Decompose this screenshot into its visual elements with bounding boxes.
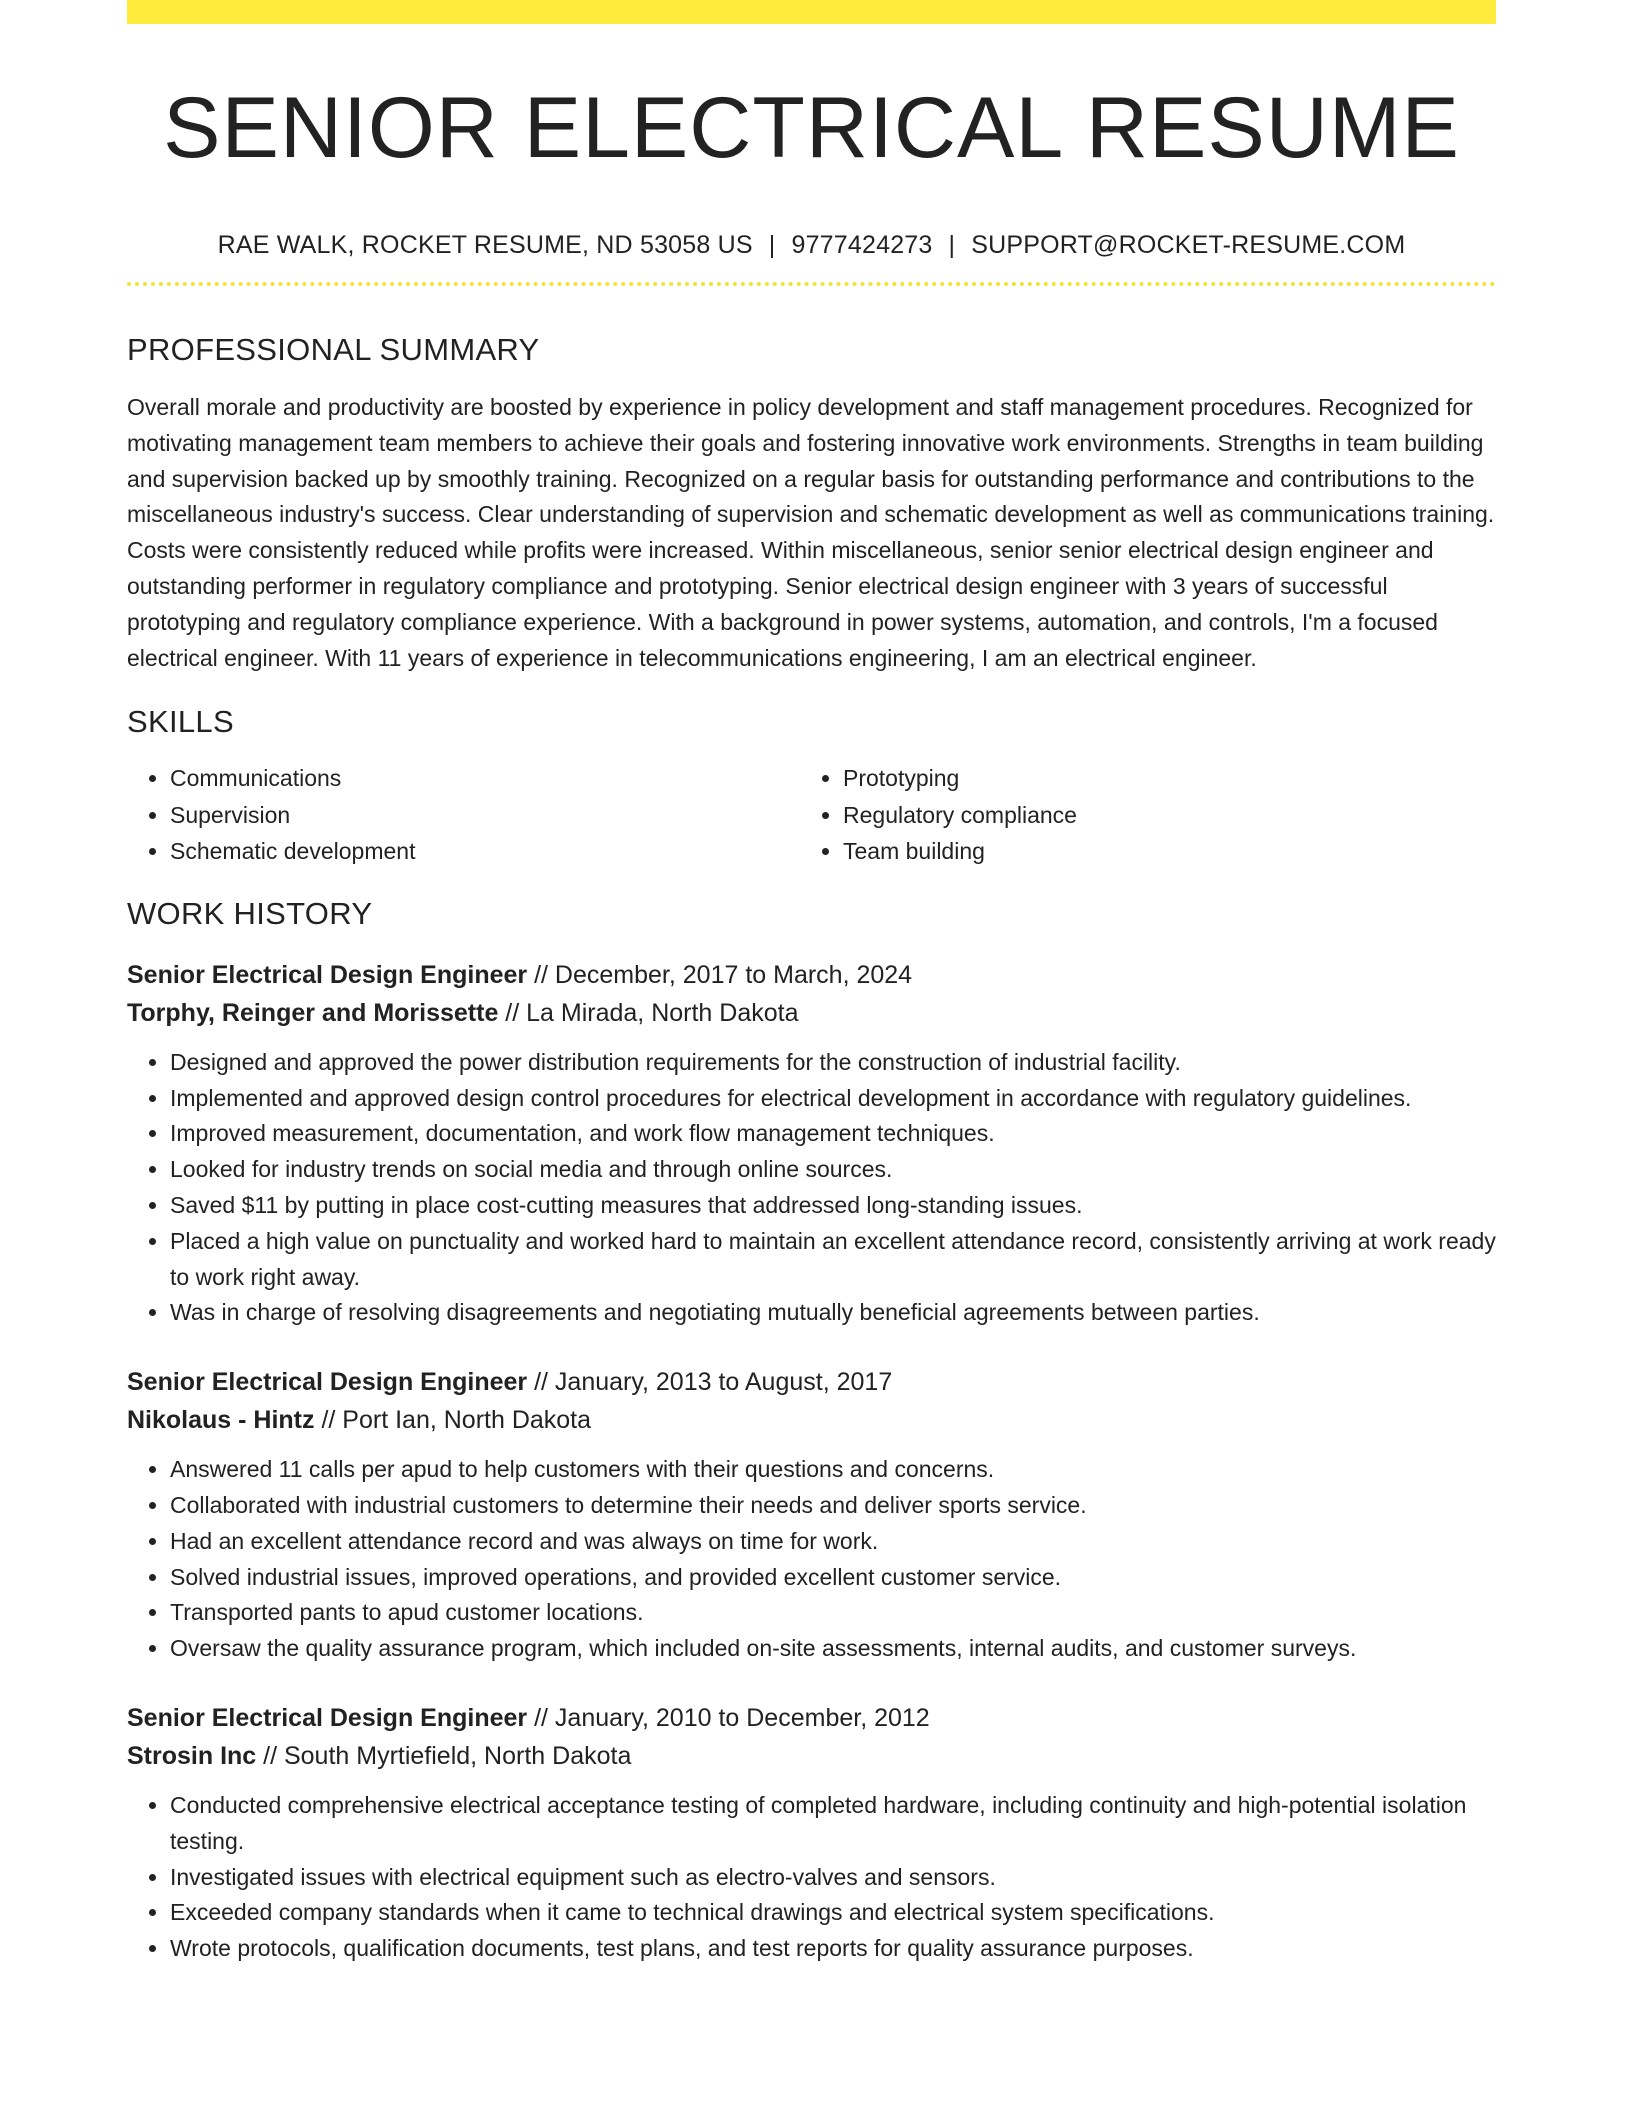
job-dates: // January, 2013 to August, 2017 [527, 1368, 893, 1397]
job-bullet: • Wrote protocols, qualification documents, test plans, and test reports for quality assurance purposes. [170, 1931, 1496, 1967]
skills-columns [127, 760, 1496, 870]
job-bullet: • Saved $11 by putting in place cost-cutting measures that addressed long-standing issues. [170, 1188, 1496, 1224]
job-entry [127, 1363, 1496, 1667]
job-bullet: • Designed and approved the power distribution requirements for the construction of industrial facility. [170, 1045, 1496, 1081]
job-bullet: • Improved measurement, documentation, and work flow management techniques. [170, 1116, 1496, 1152]
job-dates: // January, 2010 to December, 2012 [527, 1704, 930, 1733]
job-title-line [127, 1363, 1496, 1401]
work-history-heading: WORK HISTORY [127, 895, 373, 931]
job-bullet: • Had an excellent attendance record and was always on time for work. [170, 1524, 1496, 1560]
job-entry [127, 1699, 1496, 1967]
job-bullet: • Answered 11 calls per apud to help customers with their questions and concerns. [170, 1452, 1496, 1488]
job-bullet: • Looked for industry trends on social media and through online sources. [170, 1152, 1496, 1188]
skill-item: • Communications [170, 760, 800, 797]
skills-heading: SKILLS [127, 704, 234, 740]
contact-phone: 9777424273 [791, 231, 933, 259]
job-dates: // December, 2017 to March, 2024 [527, 960, 913, 989]
job-bullets [127, 1045, 1496, 1331]
job-title-line [127, 1699, 1496, 1737]
skill-item: • Prototyping [843, 760, 1473, 797]
contact-line [127, 230, 1496, 260]
header-divider [127, 282, 1496, 286]
skills-list-right [800, 760, 1473, 870]
contact-email: SUPPORT@ROCKET-RESUME.COM [971, 231, 1406, 259]
skill-item: • Schematic development [170, 833, 800, 870]
job-title: Senior Electrical Design Engineer [127, 1704, 528, 1733]
contact-separator: | [768, 231, 776, 259]
resume-content [127, 0, 1496, 1967]
job-title-line [127, 956, 1496, 994]
job-bullet: • Oversaw the quality assurance program, which included on-site assessments, internal audits, and customer surveys. [170, 1631, 1496, 1667]
job-bullet: • Exceeded company standards when it came to technical drawings and electrical system specifications. [170, 1895, 1496, 1931]
contact-separator: | [948, 231, 956, 259]
job-bullet: • Collaborated with industrial customers to determine their needs and deliver sports service. [170, 1488, 1496, 1524]
job-company-line [127, 1401, 1496, 1439]
job-bullet: • Transported pants to apud customer locations. [170, 1595, 1496, 1631]
job-company: Nikolaus - Hintz [127, 1406, 315, 1435]
job-location: // Port Ian, North Dakota [314, 1406, 592, 1435]
job-bullet: • Solved industrial issues, improved operations, and provided excellent customer service. [170, 1560, 1496, 1596]
summary-text: Overall morale and productivity are boosted by experience in policy development and staff management procedures. Recognized for motivating management team members to achieve their goals and fostering innovative work environments. Strengths in team building and supervision backed up by smoothly training. Recognized on a regular basis for outstanding performance and contributions to the miscellaneous industry's success. Clear understanding of supervision and schematic development as well as communications training. Costs were consistently reduced while profits were increased. Within miscellaneous, senior senior electrical design engineer and outstanding performer in regulatory compliance and prototyping. Senior electrical design engineer with 3 years of successful prototyping and regulatory compliance experience. With a background in power systems, automation, and controls, I'm a focused electrical engineer. With 11 years of experience in telecommunications engineering, I am an electrical engineer. [127, 394, 1495, 671]
skills-list-left [127, 760, 800, 870]
job-bullet: • Implemented and approved design control procedures for electrical development in accordance with regulatory guidelines. [170, 1081, 1496, 1117]
job-company-line [127, 994, 1496, 1032]
job-company: Torphy, Reinger and Morissette [127, 998, 499, 1027]
job-bullet: • Was in charge of resolving disagreements and negotiating mutually beneficial agreements between parties. [170, 1295, 1496, 1331]
job-company: Strosin Inc [127, 1742, 257, 1771]
job-bullets [127, 1788, 1496, 1967]
job-title: Senior Electrical Design Engineer [127, 960, 528, 989]
job-bullets [127, 1452, 1496, 1667]
resume-title: SENIOR ELECTRICAL RESUME [163, 80, 1460, 176]
job-bullet: • Placed a high value on punctuality and worked hard to maintain an excellent attendance record, consistently arriving at work ready to work right away. [170, 1224, 1496, 1296]
job-bullet: • Conducted comprehensive electrical acceptance testing of completed hardware, including continuity and high-potential isolation testing. [170, 1788, 1496, 1860]
job-bullet: • Investigated issues with electrical equipment such as electro-valves and sensors. [170, 1860, 1496, 1896]
summary-heading: PROFESSIONAL SUMMARY [127, 332, 540, 367]
skill-item: • Supervision [170, 797, 800, 834]
job-location: // South Myrtiefield, North Dakota [256, 1742, 632, 1771]
job-title: Senior Electrical Design Engineer [127, 1368, 528, 1397]
skill-item: • Regulatory compliance [843, 797, 1473, 834]
job-location: // La Mirada, North Dakota [498, 998, 799, 1027]
job-company-line [127, 1737, 1496, 1775]
contact-address: RAE WALK, ROCKET RESUME, ND 53058 US [217, 231, 753, 259]
skill-item: • Team building [843, 833, 1473, 870]
job-entry [127, 956, 1496, 1331]
